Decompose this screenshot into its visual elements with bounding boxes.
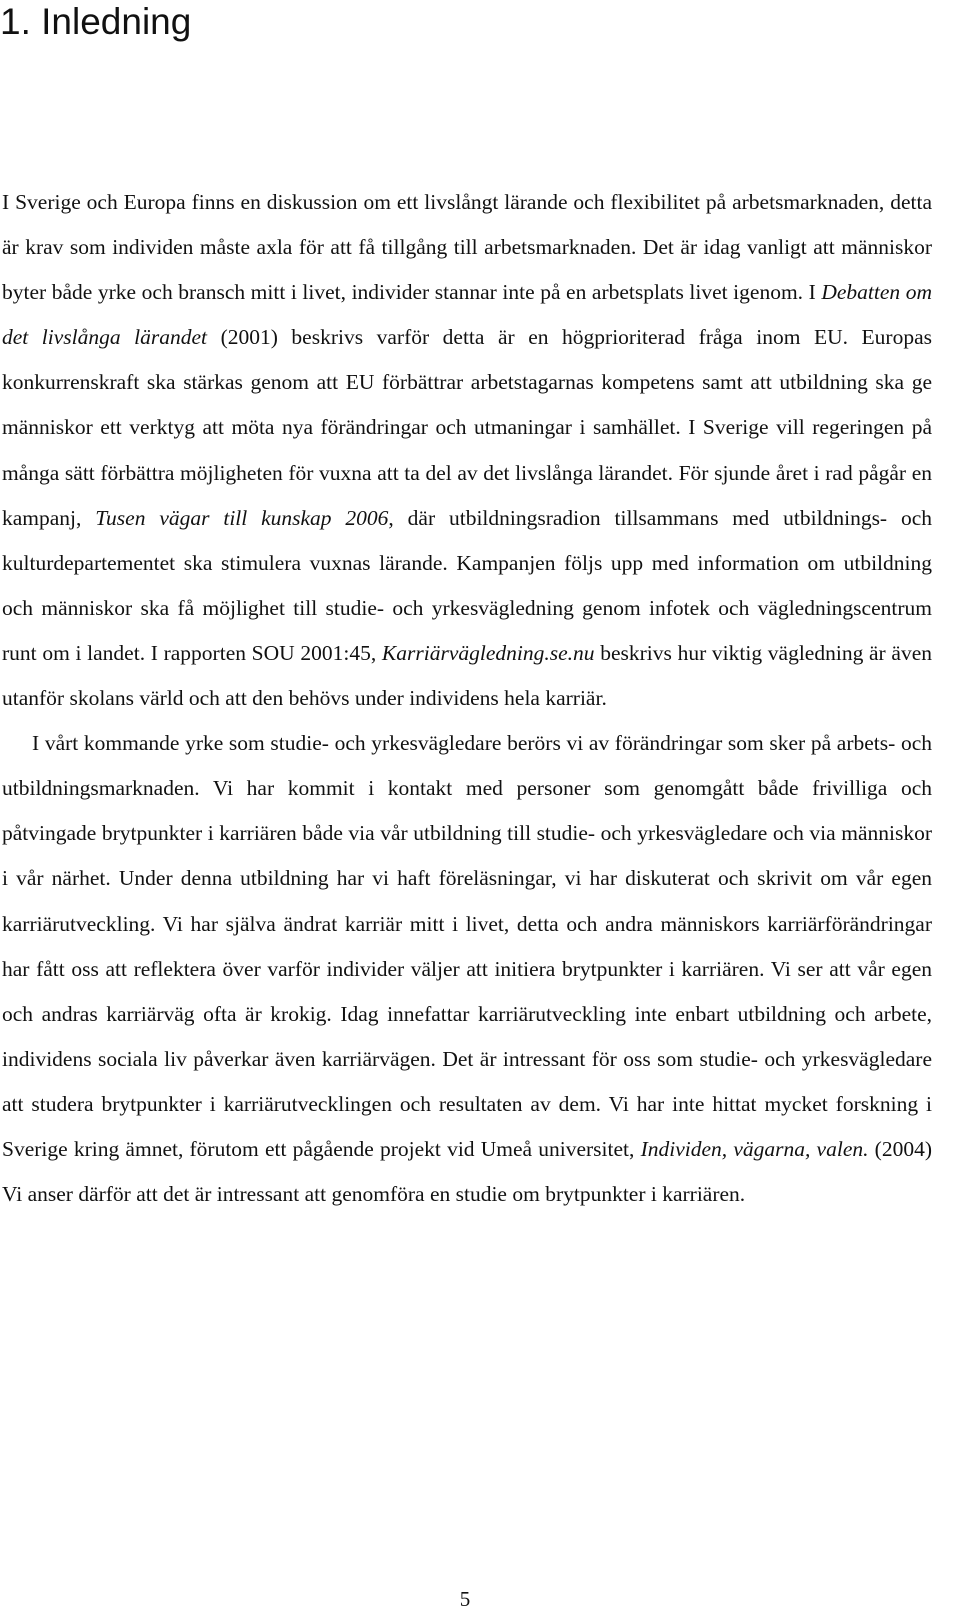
italic-title-text: Debatten om det livslånga lärandet (2, 280, 932, 350)
paragraph-text: beskrivs hur viktig vägledning är även utanför skolans värld och att den behövs under individens hela karriär. (2, 640, 932, 711)
italic-title-text: Tusen vägar till kunskap 2006 (95, 505, 389, 530)
paragraph-text: (2004) Vi anser därför att det är intressant att genomföra en studie om brytpunkter i karriären. (2, 1136, 932, 1207)
paragraph-text: (2001) beskrivs varför detta är en högprioriterad fråga inom EU. Europas konkurrenskraft ska stärkas genom att EU förbättrar arbetstagarnas kompetens samt att utbildning ska ge människor ett verktyg att möta nya förändringar och utmaningar i samhället. I Sverige vill regeringen på många sätt förbättra möjligheten för vuxna att ta del av det livslånga lärandet. För sjunde året i rad pågår en kampanj, (2, 325, 933, 530)
page-number: 5 (459, 1587, 471, 1611)
italic-title-text: Individen, vägarna, valen. (640, 1136, 869, 1161)
body-text (2, 180, 932, 1217)
paragraph-1 (2, 180, 932, 721)
paragraph-text: I vårt kommande yrke som studie- och yrkesvägledare berörs vi av förändringar som sker på arbets- och utbildningsmarknaden. Vi har kommit i kontakt med personer som genomgått både frivilliga och påtvingade brytpunkter i karriären både via vår utbildning till studie- och yrkesvägledare och via människor i vår närhet. Under denna utbildning har vi haft föreläsningar, vi har diskuterat och skrivit om vår egen karriärutveckling. Vi har själva ändrat karriär mitt i livet, detta och andra människors karriärförändringar har fått oss att reflektera över varför individer väljer att initiera brytpunkter i karriären. Vi ser att vår egen och andras karriärväg ofta är krokig. Idag innefattar karriärutveckling inte enbart utbildning och arbete, individens sociala liv påverkar även karriärvägen. Det är intressant för oss som studie- och yrkesvägledare att studera brytpunkter i karriärutvecklingen och resultaten av dem. Vi har inte hittat mycket forskning i Sverige kring ämnet, förutom ett pågående projekt vid Umeå universitet, (2, 731, 932, 1161)
paragraph-text: , där utbildningsradion tillsammans med utbildnings- och kulturdepartementet ska stimulera vuxnas lärande. Kampanjen följs upp med information om utbildning och människor ska få möjlighet till studie- och yrkesvägledning genom infotek och vägledningscentrum runt om i landet. I rapporten SOU 2001:45, (2, 505, 932, 665)
paragraph-text: I Sverige och Europa finns en diskussion om ett livslångt lärande och flexibilitet på arbetsmarknaden, detta är krav som individen måste axla för att få tillgång till arbetsmarknaden. Det är idag vanligt att människor byter både yrke och bransch mitt i livet, individer stannar inte på en arbetsplats livet igenom. I (2, 190, 932, 305)
paragraph-2 (2, 721, 932, 1217)
italic-title-text: Karriärvägledning.se.nu (381, 640, 595, 665)
chapter-heading: 1. Inledning (0, 1, 192, 42)
